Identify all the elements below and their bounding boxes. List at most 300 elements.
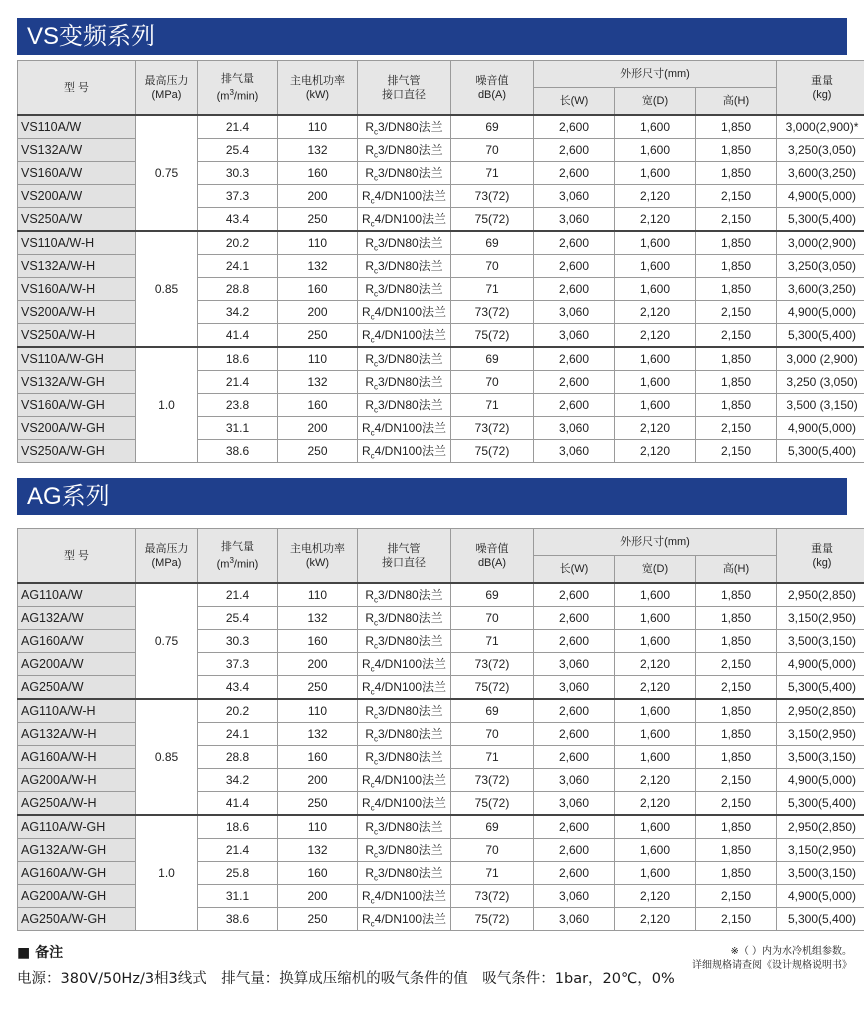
length-cell: 2,600 [534,607,615,630]
table-row [18,699,864,723]
flow-cell: 43.4 [198,208,278,232]
header-noise: 噪音值 dB(A) [451,61,534,116]
weight-cell: 3,500(3,150) [777,862,864,885]
power-cell: 132 [278,723,358,746]
height-cell: 1,850 [696,231,777,255]
pressure-cell: 0.75 [136,115,198,231]
width-cell: 1,600 [615,115,696,139]
model-cell: AG110A/W-GH [18,815,136,839]
height-cell: 1,850 [696,723,777,746]
model-cell: AG110A/W-H [18,699,136,723]
header-pressure: 最高压力 (MPa) [136,529,198,584]
header-height: 高(H) [696,556,777,584]
noise-cell: 71 [451,394,534,417]
weight-cell: 3,250(3,050) [777,139,864,162]
length-cell: 3,060 [534,792,615,816]
weight-cell: 4,900(5,000) [777,653,864,676]
length-cell: 2,600 [534,162,615,185]
flow-cell: 25.4 [198,139,278,162]
noise-cell: 69 [451,231,534,255]
noise-cell: 73(72) [451,301,534,324]
header-length: 长(W) [534,556,615,584]
noise-cell: 75(72) [451,676,534,700]
height-cell: 1,850 [696,862,777,885]
flow-cell: 21.4 [198,371,278,394]
weight-cell: 3,600(3,250) [777,162,864,185]
header-pipe: 排气管 接口直径 [358,61,451,116]
header-dimensions: 外形尺寸(mm) [534,61,777,88]
weight-cell: 5,300(5,400) [777,792,864,816]
weight-cell: 3,000(2,900) [777,231,864,255]
height-cell: 2,150 [696,792,777,816]
pipe-cell: $R_c3/DN80$法兰 [358,255,451,278]
length-cell: 2,600 [534,839,615,862]
pipe-cell: $R_c4/DN100$法兰 [358,769,451,792]
power-cell: 160 [278,394,358,417]
noise-cell: 75(72) [451,324,534,348]
noise-cell: 70 [451,371,534,394]
weight-cell: 5,300(5,400) [777,324,864,348]
header-weight: 重量 (kg) [777,61,864,116]
notes-text: 电源：380V/50Hz/3相3线式 排气量：换算成压缩机的吸气条件的值 吸气条件：1bar，20℃，0% [17,971,675,987]
height-cell: 1,850 [696,162,777,185]
pipe-cell: $R_c3/DN80$法兰 [358,746,451,769]
model-cell: AG250A/W [18,676,136,700]
flow-cell: 38.6 [198,440,278,463]
width-cell: 1,600 [615,255,696,278]
pipe-cell: $R_c3/DN80$法兰 [358,371,451,394]
weight-cell: 3,000 (2,900) [777,347,864,371]
length-cell: 2,600 [534,231,615,255]
vs-table-body [18,115,864,463]
width-cell: 1,600 [615,347,696,371]
noise-cell: 69 [451,699,534,723]
weight-cell: 3,250 (3,050) [777,371,864,394]
length-cell: 2,600 [534,371,615,394]
pipe-cell: $R_c3/DN80$法兰 [358,630,451,653]
notes-heading-label: 备注 [35,945,64,961]
length-cell: 3,060 [534,676,615,700]
weight-cell: 3,150(2,950) [777,723,864,746]
model-cell: VS110A/W-GH [18,347,136,371]
flow-cell: 31.1 [198,417,278,440]
header-power: 主电机功率 (kW) [278,61,358,116]
power-cell: 110 [278,699,358,723]
width-cell: 1,600 [615,231,696,255]
length-cell: 2,600 [534,394,615,417]
flow-cell: 21.4 [198,115,278,139]
noise-cell: 71 [451,862,534,885]
weight-cell: 4,900(5,000) [777,885,864,908]
noise-cell: 70 [451,723,534,746]
width-cell: 2,120 [615,301,696,324]
model-cell: AG200A/W-GH [18,885,136,908]
pipe-cell: $R_c4/DN100$法兰 [358,417,451,440]
model-cell: AG160A/W [18,630,136,653]
length-cell: 3,060 [534,185,615,208]
power-cell: 250 [278,676,358,700]
noise-cell: 71 [451,278,534,301]
weight-cell: 4,900(5,000) [777,185,864,208]
power-cell: 200 [278,769,358,792]
noise-cell: 73(72) [451,653,534,676]
power-cell: 200 [278,653,358,676]
height-cell: 1,850 [696,607,777,630]
flow-cell: 43.4 [198,676,278,700]
weight-cell: 4,900(5,000) [777,301,864,324]
pipe-cell: $R_c3/DN80$法兰 [358,607,451,630]
height-cell: 1,850 [696,746,777,769]
header-pressure: 最高压力 (MPa) [136,61,198,116]
height-cell: 1,850 [696,699,777,723]
power-cell: 132 [278,255,358,278]
pressure-cell: 0.85 [136,231,198,347]
pipe-cell: $R_c3/DN80$法兰 [358,162,451,185]
length-cell: 2,600 [534,347,615,371]
height-cell: 2,150 [696,676,777,700]
width-cell: 2,120 [615,885,696,908]
power-cell: 200 [278,185,358,208]
flow-cell: 41.4 [198,324,278,348]
power-cell: 160 [278,278,358,301]
model-cell: VS250A/W-GH [18,440,136,463]
height-cell: 1,850 [696,583,777,607]
pipe-cell: $R_c3/DN80$法兰 [358,347,451,371]
width-cell: 2,120 [615,769,696,792]
power-cell: 160 [278,162,358,185]
power-cell: 250 [278,792,358,816]
pipe-cell: $R_c4/DN100$法兰 [358,208,451,232]
weight-cell: 5,300(5,400) [777,440,864,463]
weight-cell: 3,500(3,150) [777,630,864,653]
width-cell: 1,600 [615,162,696,185]
length-cell: 2,600 [534,723,615,746]
length-cell: 2,600 [534,583,615,607]
width-cell: 1,600 [615,371,696,394]
power-cell: 132 [278,607,358,630]
model-cell: VS132A/W [18,139,136,162]
header-model: 型 号 [18,61,136,116]
power-cell: 200 [278,301,358,324]
weight-cell: 3,600(3,250) [777,278,864,301]
weight-cell: 3,150(2,950) [777,839,864,862]
model-cell: VS250A/W [18,208,136,232]
noise-cell: 75(72) [451,908,534,931]
power-cell: 200 [278,885,358,908]
header-weight: 重量 (kg) [777,529,864,584]
pipe-cell: $R_c4/DN100$法兰 [358,885,451,908]
width-cell: 1,600 [615,746,696,769]
power-cell: 250 [278,440,358,463]
height-cell: 1,850 [696,839,777,862]
height-cell: 1,850 [696,347,777,371]
height-cell: 2,150 [696,885,777,908]
model-cell: VS250A/W-H [18,324,136,348]
height-cell: 2,150 [696,440,777,463]
pressure-cell: 0.75 [136,583,198,699]
flow-cell: 30.3 [198,162,278,185]
model-cell: VS200A/W-H [18,301,136,324]
noise-cell: 70 [451,607,534,630]
weight-cell: 5,300(5,400) [777,208,864,232]
model-cell: VS132A/W-GH [18,371,136,394]
length-cell: 2,600 [534,815,615,839]
notes-water-cooled: ※（ ）内为水冷机组参数。 [730,946,852,957]
length-cell: 2,600 [534,630,615,653]
flow-cell: 30.3 [198,630,278,653]
noise-cell: 75(72) [451,792,534,816]
pipe-cell: $R_c3/DN80$法兰 [358,723,451,746]
power-cell: 200 [278,417,358,440]
header-flow: 排气量 $(m^3/\min)$ [198,61,278,116]
flow-cell: 23.8 [198,394,278,417]
model-cell: AG200A/W-H [18,769,136,792]
header-width: 宽(D) [615,88,696,116]
weight-cell: 3,150(2,950) [777,607,864,630]
width-cell: 1,600 [615,394,696,417]
table-row [18,115,864,139]
pipe-cell: $R_c4/DN100$法兰 [358,792,451,816]
length-cell: 3,060 [534,653,615,676]
length-cell: 3,060 [534,769,615,792]
noise-cell: 69 [451,583,534,607]
length-cell: 2,600 [534,746,615,769]
flow-cell: 41.4 [198,792,278,816]
noise-cell: 71 [451,630,534,653]
model-cell: VS110A/W [18,115,136,139]
flow-cell: 18.6 [198,815,278,839]
height-cell: 2,150 [696,417,777,440]
pressure-cell: 0.85 [136,699,198,815]
model-cell: AG160A/W-GH [18,862,136,885]
noise-cell: 70 [451,139,534,162]
height-cell: 1,850 [696,255,777,278]
ag-table-body [18,583,864,931]
width-cell: 2,120 [615,417,696,440]
header-model: 型 号 [18,529,136,584]
model-cell: VS160A/W [18,162,136,185]
model-cell: AG132A/W-H [18,723,136,746]
pipe-cell: $R_c4/DN100$法兰 [358,440,451,463]
flow-cell: 20.2 [198,699,278,723]
length-cell: 2,600 [534,255,615,278]
width-cell: 1,600 [615,723,696,746]
model-cell: VS160A/W-H [18,278,136,301]
power-cell: 250 [278,324,358,348]
flow-cell: 20.2 [198,231,278,255]
weight-cell: 5,300(5,400) [777,676,864,700]
length-cell: 3,060 [534,417,615,440]
height-cell: 2,150 [696,769,777,792]
pipe-cell: $R_c3/DN80$法兰 [358,862,451,885]
width-cell: 1,600 [615,630,696,653]
height-cell: 2,150 [696,301,777,324]
noise-cell: 71 [451,746,534,769]
noise-cell: 73(72) [451,769,534,792]
width-cell: 1,600 [615,607,696,630]
model-cell: AG250A/W-GH [18,908,136,931]
power-cell: 132 [278,371,358,394]
height-cell: 2,150 [696,908,777,931]
model-cell: AG160A/W-H [18,746,136,769]
noise-cell: 69 [451,347,534,371]
pipe-cell: $R_c4/DN100$法兰 [358,185,451,208]
height-cell: 2,150 [696,653,777,676]
power-cell: 110 [278,231,358,255]
width-cell: 1,600 [615,815,696,839]
header-power: 主电机功率 (kW) [278,529,358,584]
model-cell: VS132A/W-H [18,255,136,278]
table-row [18,583,864,607]
square-bullet-icon: ■ [17,945,31,961]
length-cell: 3,060 [534,301,615,324]
table-row [18,815,864,839]
width-cell: 1,600 [615,583,696,607]
flow-cell: 28.8 [198,746,278,769]
pipe-cell: $R_c3/DN80$法兰 [358,139,451,162]
height-cell: 1,850 [696,139,777,162]
model-cell: VS160A/W-GH [18,394,136,417]
pipe-cell: $R_c4/DN100$法兰 [358,653,451,676]
weight-cell: 3,500 (3,150) [777,394,864,417]
weight-cell: 2,950(2,850) [777,583,864,607]
height-cell: 1,850 [696,371,777,394]
weight-cell: 4,900(5,000) [777,417,864,440]
height-cell: 1,850 [696,815,777,839]
length-cell: 3,060 [534,440,615,463]
width-cell: 2,120 [615,908,696,931]
width-cell: 2,120 [615,676,696,700]
model-cell: VS200A/W [18,185,136,208]
pressure-cell: 1.0 [136,815,198,931]
flow-cell: 38.6 [198,908,278,931]
power-cell: 250 [278,908,358,931]
flow-cell: 34.2 [198,769,278,792]
width-cell: 2,120 [615,324,696,348]
weight-cell: 2,950(2,850) [777,699,864,723]
header-flow: 排气量 $(m^3/\min)$ [198,529,278,584]
height-cell: 1,850 [696,278,777,301]
length-cell: 2,600 [534,278,615,301]
model-cell: AG110A/W [18,583,136,607]
width-cell: 1,600 [615,839,696,862]
flow-cell: 37.3 [198,653,278,676]
flow-cell: 37.3 [198,185,278,208]
noise-cell: 73(72) [451,417,534,440]
noise-cell: 73(72) [451,185,534,208]
noise-cell: 70 [451,839,534,862]
weight-cell: 2,950(2,850) [777,815,864,839]
header-length: 长(W) [534,88,615,116]
width-cell: 1,600 [615,862,696,885]
power-cell: 110 [278,115,358,139]
weight-cell: 3,250(3,050) [777,255,864,278]
pipe-cell: $R_c3/DN80$法兰 [358,231,451,255]
header-pipe: 排气管 接口直径 [358,529,451,584]
length-cell: 3,060 [534,208,615,232]
width-cell: 2,120 [615,792,696,816]
table-row [18,347,864,371]
model-cell: AG132A/W-GH [18,839,136,862]
power-cell: 110 [278,815,358,839]
header-width: 宽(D) [615,556,696,584]
pipe-cell: $R_c3/DN80$法兰 [358,815,451,839]
notes-heading [17,942,63,962]
length-cell: 2,600 [534,699,615,723]
flow-cell: 21.4 [198,839,278,862]
power-cell: 160 [278,862,358,885]
length-cell: 3,060 [534,885,615,908]
length-cell: 2,600 [534,139,615,162]
flow-cell: 18.6 [198,347,278,371]
pipe-cell: $R_c3/DN80$法兰 [358,583,451,607]
width-cell: 1,600 [615,278,696,301]
height-cell: 2,150 [696,324,777,348]
noise-cell: 70 [451,255,534,278]
length-cell: 2,600 [534,862,615,885]
width-cell: 2,120 [615,208,696,232]
weight-cell: 3,000(2,900)* [777,115,864,139]
ag-spec-table [17,528,864,931]
pipe-cell: $R_c3/DN80$法兰 [358,278,451,301]
weight-cell: 5,300(5,400) [777,908,864,931]
flow-cell: 25.8 [198,862,278,885]
notes-spec-reference: 详细规格请查阅《设计规格说明书》 [692,960,852,971]
height-cell: 1,850 [696,630,777,653]
power-cell: 132 [278,839,358,862]
pipe-cell: $R_c4/DN100$法兰 [358,676,451,700]
flow-cell: 24.1 [198,723,278,746]
noise-cell: 69 [451,815,534,839]
noise-cell: 69 [451,115,534,139]
model-cell: VS200A/W-GH [18,417,136,440]
power-cell: 110 [278,583,358,607]
header-noise: 噪音值 dB(A) [451,529,534,584]
flow-cell: 24.1 [198,255,278,278]
pipe-cell: $R_c3/DN80$法兰 [358,839,451,862]
vs-spec-table [17,60,864,463]
width-cell: 2,120 [615,653,696,676]
noise-cell: 75(72) [451,208,534,232]
model-cell: AG200A/W [18,653,136,676]
pipe-cell: $R_c3/DN80$法兰 [358,699,451,723]
width-cell: 2,120 [615,185,696,208]
height-cell: 1,850 [696,115,777,139]
flow-cell: 34.2 [198,301,278,324]
width-cell: 2,120 [615,440,696,463]
pipe-cell: $R_c4/DN100$法兰 [358,324,451,348]
ag-section-title: AG系列 [17,478,847,515]
height-cell: 2,150 [696,185,777,208]
weight-cell: 4,900(5,000) [777,769,864,792]
header-dimensions: 外形尺寸(mm) [534,529,777,556]
height-cell: 1,850 [696,394,777,417]
flow-cell: 25.4 [198,607,278,630]
weight-cell: 3,500(3,150) [777,746,864,769]
vs-section-title: VS变频系列 [17,18,847,55]
pipe-cell: $R_c4/DN100$法兰 [358,301,451,324]
pipe-cell: $R_c4/DN100$法兰 [358,908,451,931]
header-height: 高(H) [696,88,777,116]
length-cell: 3,060 [534,324,615,348]
table-row [18,231,864,255]
pipe-cell: $R_c3/DN80$法兰 [358,115,451,139]
flow-cell: 31.1 [198,885,278,908]
power-cell: 250 [278,208,358,232]
length-cell: 2,600 [534,115,615,139]
pressure-cell: 1.0 [136,347,198,463]
flow-cell: 21.4 [198,583,278,607]
